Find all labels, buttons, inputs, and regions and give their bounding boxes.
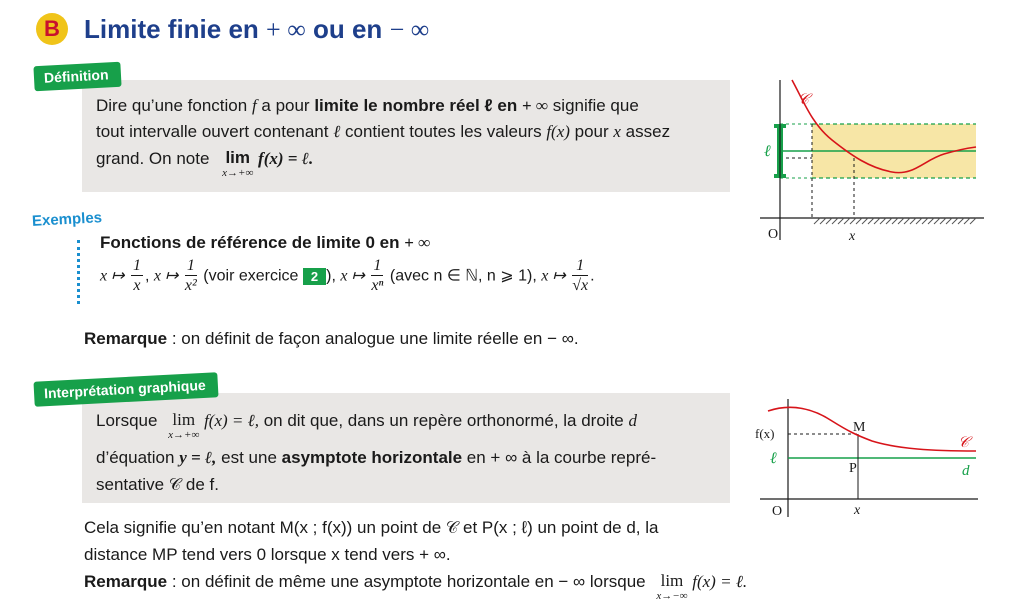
fraction-1-over-x2: $\frac{1}{\text{x²}}$ [184, 257, 197, 294]
definition-line-1: Dire qu’une fonction f a pour limite le nombre réel ℓ en + ∞ signifie que [96, 96, 639, 115]
title-minus-inf: − ∞ [389, 15, 430, 44]
fraction-1-over-sqrtx: $\frac{1}{√x}$ [572, 257, 589, 294]
ell-label-2: ℓ [770, 450, 777, 467]
definition-line-3: grand. On note lim x→+∞ f(x) = ℓ. [96, 148, 314, 179]
exercise-2-link[interactable]: 2 [303, 268, 326, 285]
meaning-line-1: Cela signifie qu’en notant M(x ; f(x)) un point de 𝒞 et P(x ; ℓ) un point de d, la [84, 518, 659, 537]
interpretation-line-2: d’équation y = ℓ, est une asymptote horizontale en + ∞ à la courbe repré- [96, 448, 657, 467]
interpretation-limit: lim x→+∞ [168, 410, 200, 441]
examples-dots [77, 240, 84, 304]
examples-functions: x ↦ $\frac{1}{x}$ , x ↦ $\frac{1}{\text{x²}}$ (voir exercice 2 ), x ↦ $\frac{1}{\text{xⁿ}}$ (avec n ∈ ℕ, n ⩾ 1), x ↦ $\frac{1}{√x}$ . [100, 257, 595, 294]
origin-label-2: O [772, 504, 783, 519]
curve-label: 𝒞 [798, 92, 809, 108]
section-title [84, 14, 429, 45]
point-m-label: M [853, 420, 866, 435]
remark-2-limit: lim x→−∞ [656, 571, 688, 602]
definition-tag: Définition [33, 62, 121, 91]
interpretation-line-1: Lorsque lim x→+∞ f(x) = ℓ, on dit que, dans un repère orthonormé, la droite d [96, 410, 637, 441]
x-label-2: x [854, 503, 861, 518]
curve-c-2 [768, 407, 976, 451]
fraction-1-over-xn: $\frac{1}{\text{xⁿ}}$ [371, 257, 384, 294]
x-label: x [849, 229, 856, 244]
meaning-line-2: distance MP tend vers 0 lorsque x tend vers + ∞. [84, 545, 451, 564]
title-plus-inf: + ∞ [266, 15, 306, 44]
d-label: d [962, 463, 970, 479]
remark-1: Remarque : on définit de façon analogue une limite réelle en − ∞. [84, 329, 579, 348]
definition-line-2: tout intervalle ouvert contenant ℓ contient toutes les valeurs f(x) pour x assez [96, 122, 671, 141]
section-letter: B [44, 16, 60, 41]
fraction-1-over-x: $\frac{1}{x}$ [132, 257, 141, 294]
title-mid: ou en [312, 14, 383, 44]
limit-definition-graph [752, 72, 992, 252]
remark-2: Remarque : on définit de même une asymptote horizontale en − ∞ lorsque lim x→−∞ f(x) = ℓ. [84, 571, 748, 602]
origin-label: O [768, 227, 779, 242]
interpretation-tag: Interprétation graphique [33, 372, 218, 407]
title-text: Limite finie en [84, 14, 259, 44]
curve-label-2: 𝒞 [958, 435, 969, 451]
examples-heading: Fonctions de référence de limite 0 en + ∞ [100, 233, 431, 252]
fx-label: f(x) [755, 426, 775, 441]
interpretation-line-3: sentative 𝒞 de f. [96, 475, 219, 494]
definition-limit: lim x→+∞ [222, 148, 254, 179]
ell-label: ℓ [764, 143, 771, 160]
asymptote-graph [752, 395, 992, 525]
examples-tag: Exemples [31, 209, 103, 230]
point-p-label: P [849, 461, 857, 476]
